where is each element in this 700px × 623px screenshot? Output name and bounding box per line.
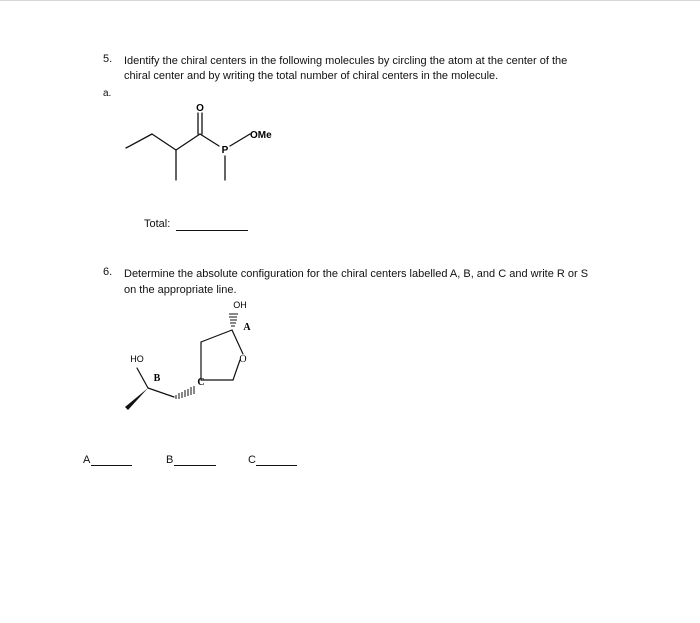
atom-ho: HO xyxy=(130,354,144,364)
bond-b-ho xyxy=(137,368,148,388)
answer-b-label: B xyxy=(166,454,174,466)
hash-bond-c xyxy=(176,386,194,399)
question-5-part-a: a. xyxy=(103,88,112,99)
answer-a-line[interactable] xyxy=(91,465,132,466)
label-b: B xyxy=(153,373,161,384)
ring-bond-a-o xyxy=(232,330,243,354)
atom-p: P xyxy=(221,145,229,156)
question-5-number: 5. xyxy=(103,53,113,65)
question-5-text-line2: chiral center and by writing the total number of chiral centers in the molecule. xyxy=(124,70,499,82)
atom-ring-o: O xyxy=(239,354,247,365)
label-a: A xyxy=(243,322,251,333)
label-c: C xyxy=(197,377,205,388)
question-6-text-line1: Determine the absolute configuration for the chiral centers labelled A, B, and C and write R or S xyxy=(124,268,589,280)
atom-o: O xyxy=(196,103,204,114)
question-6-number: 6. xyxy=(103,266,113,278)
atom-ome: OMe xyxy=(250,130,272,141)
total-label: Total: xyxy=(144,218,171,230)
answer-a-label: A xyxy=(83,454,91,466)
answer-c-line[interactable] xyxy=(256,465,297,466)
question-5-text-line1: Identify the chiral centers in the following molecules by circling the atom at the center of the xyxy=(124,55,568,67)
atom-oh: OH xyxy=(233,300,247,310)
ring-bond-c1-a xyxy=(201,330,232,342)
wedge-bond xyxy=(125,388,148,410)
answer-c-label: C xyxy=(248,454,256,466)
answer-b-line[interactable] xyxy=(174,465,216,466)
bond-b-ch2 xyxy=(148,388,174,397)
hash-bond-a xyxy=(229,314,238,326)
question-6-text-line2: on the appropriate line. xyxy=(124,284,237,296)
